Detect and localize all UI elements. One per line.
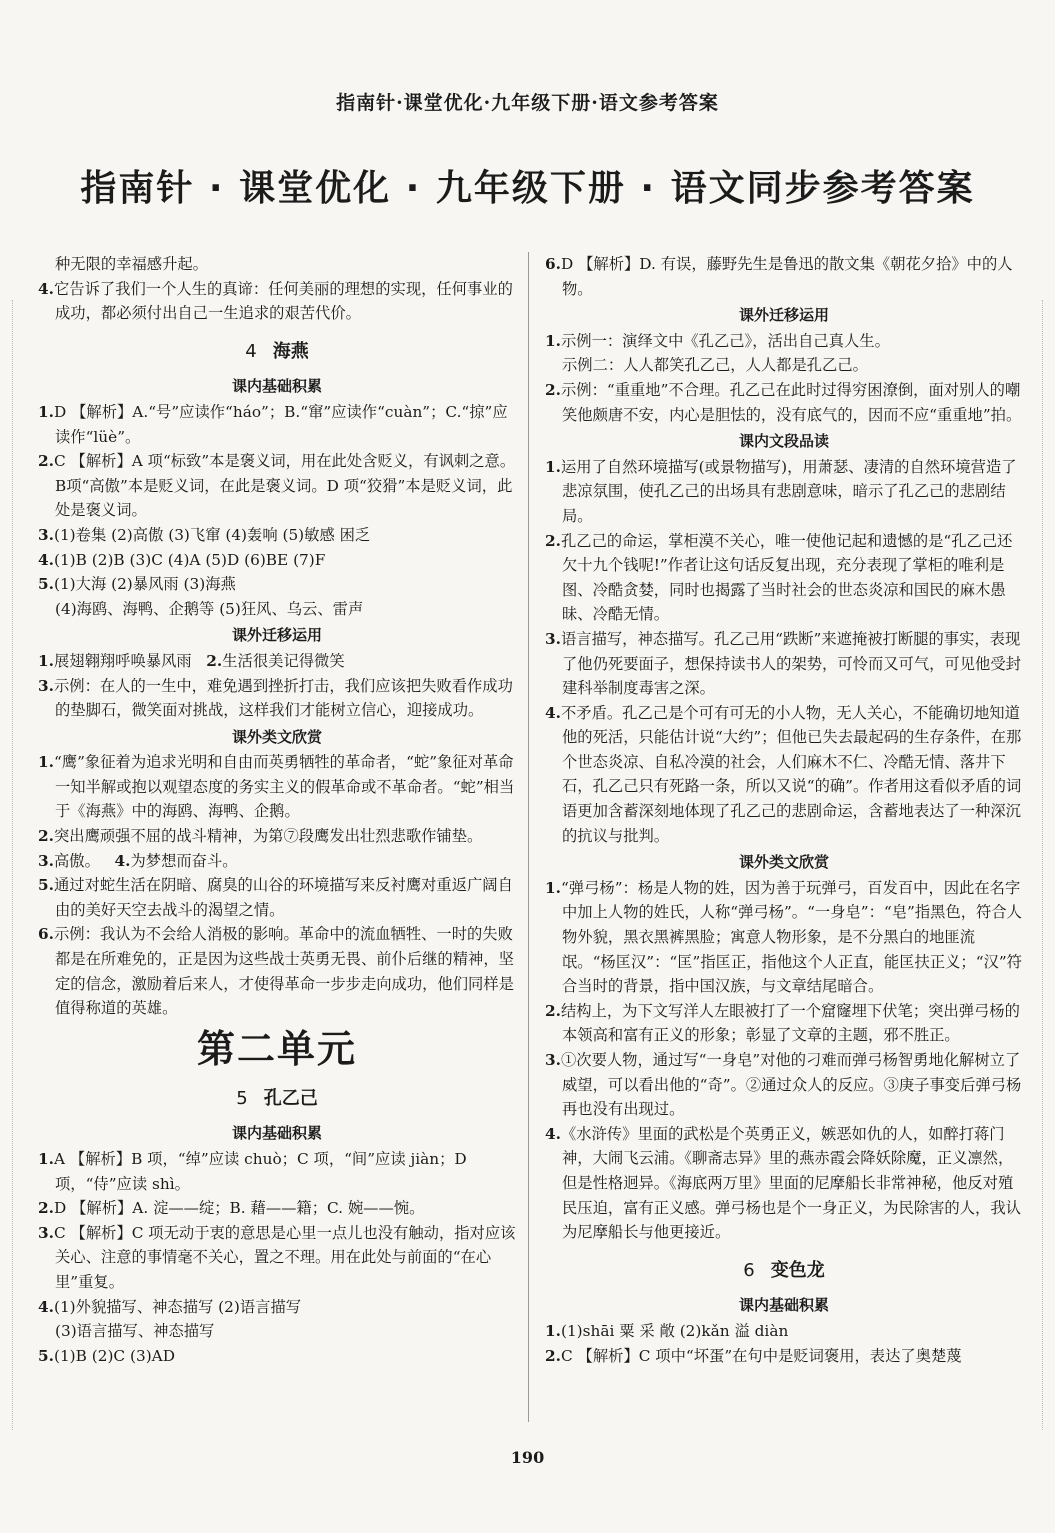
item-number: 4. (38, 1297, 54, 1316)
item-number: 6. (545, 255, 561, 273)
item-text: D 【解析】A. 淀——绽；B. 藉——籍；C. 婉——惋。 (53, 1199, 425, 1218)
answer-item (545, 329, 1023, 354)
item-number: 4. (38, 550, 54, 569)
answer-item (38, 824, 516, 849)
section-heading: 课外类文欣赏 (231, 727, 322, 746)
item-text: (1)B (2)C (3)AD (53, 1346, 175, 1365)
item-number: 2. (545, 531, 561, 550)
item-number: 5. (38, 876, 54, 895)
item-number: 2. (545, 1346, 561, 1365)
answer-item (545, 1319, 1023, 1344)
item-text: (1)B (2)B (3)C (4)A (5)D (6)BE (7)F (53, 550, 326, 569)
item-number: 3. (38, 851, 54, 870)
answer-item (38, 572, 516, 597)
lesson-number: 5 (236, 1087, 248, 1109)
item-number: 6. (38, 925, 54, 944)
answer-continuation: 示例二：人人都笑孔乙己，人人都是孔乙己。 (562, 356, 868, 375)
item-number: 5. (38, 575, 54, 594)
item-text: C 【解析】A 项“标致”本是褒义词，用在此处含贬义，有讽刺之意。B项“高傲”本是贬义词，在此是褒义词。D 项“狡猾”本是贬义词，此处是褒义词。 (53, 452, 516, 520)
item-number: 1. (38, 1150, 54, 1168)
item-text: 运用了自然环境描写(或景物描写)，用萧瑟、凄清的自然环境营造了悲凉氛围，使孔乙己的出场具有悲剧意味，暗示了孔乙己的悲剧结局。 (560, 457, 1017, 525)
item-text: 展翅翱翔呼唤暴风雨 (53, 651, 192, 670)
answer-item (545, 999, 1023, 1048)
item-text: C 【解析】C 项无动于衷的意思是心里一点儿也没有触动，指对应该关心、注意的事情毫不关心，置之不理。用在此处与前面的“在心里”重复。 (53, 1223, 516, 1291)
answer-item (545, 252, 1023, 301)
item-text: (1)外貌描写、神态描写 (2)语言描写 (53, 1297, 302, 1316)
item-text: 示例：在人的一生中，难免遇到挫折打击，我们应该把失败看作成功的垫脚石，微笑面对挑战，这样我们才能树立信心，迎接成功。 (53, 676, 513, 720)
item-number: 4. (38, 279, 54, 298)
item-text: 通过对蛇生活在阴暗、腐臭的山谷的环境描写来反衬鹰对重返广阔自由的美好天空去战斗的渴望之情。 (53, 876, 513, 919)
item-text: (1)shāi 粟 采 敞 (2)kǎn 溢 diàn (560, 1321, 789, 1340)
section-heading: 课外迁移运用 (738, 306, 829, 325)
item-number: 1. (545, 1321, 561, 1340)
item-number: 4. (114, 851, 131, 870)
lesson-title: 海燕 (272, 340, 309, 362)
item-text: (1)卷集 (2)高傲 (3)飞窜 (4)轰响 (5)敏感 困乏 (53, 525, 371, 544)
answer-item (38, 750, 516, 824)
left-page-edge (0, 300, 13, 1430)
item-text: 结构上，为下文写洋人左眼被打了一个窟窿埋下伏笔；突出弹弓杨的本领高和富有正义的形象；彰显了文章的主题，邪不胜正。 (560, 1001, 1020, 1045)
item-text: 为梦想而奋斗。 (130, 851, 238, 870)
section-heading: 课内基础积累 (231, 1124, 322, 1143)
right-page-edge (1042, 300, 1055, 1430)
answer-continuation: (3)语言描写、神态描写 (55, 1322, 215, 1341)
answer-item (38, 1221, 516, 1295)
item-number: 2. (206, 651, 223, 670)
item-text: 《水浒传》里面的武松是个英勇正义，嫉恶如仇的人，如醉打蒋门神，大闹飞云浦。《聊斋志异》里的燕赤霞会降妖除魔，正义凛然，但是性格迥异。《海底两万里》里面的尼摩船长非常神秘，他反对殖民压迫，富有正义感。弹弓杨也是个一身正义，为民除害的人，我认为尼摩船长与他更接近。 (560, 1124, 1021, 1242)
answer-item (38, 523, 516, 548)
unit-heading: 第二单元 (196, 1025, 357, 1071)
answer-item (545, 876, 1023, 999)
item-text: 高傲。 (53, 851, 100, 870)
item-text: 示例一：演绎文中《孔乙己》，活出自己真人生。 (560, 331, 890, 350)
answer-item (38, 1295, 516, 1320)
item-text: D 【解析】A.“号”应读作“háo”；B.“窜”应读作“cuàn”；C.“掠”应读作“lüè”。 (53, 402, 508, 446)
item-number: 2. (545, 380, 561, 399)
item-text: 示例：“重重地”不合理。孔乙己在此时过得穷困潦倒，面对别人的嘲笑他颇唐不安，内心是胆怯的，没有底气的，因而不应“重重地”拍。 (560, 380, 1022, 424)
lesson-heading-6 (545, 1259, 1023, 1284)
running-header: 指南针·课堂优化·九年级下册·语文参考答案 (336, 92, 719, 114)
answer-item (38, 400, 516, 449)
item-text: C 【解析】C 项中“坏蛋”在句中是贬词褒用，表达了奥楚蔑 (560, 1346, 962, 1365)
continued-text: 种无限的幸福感升起。 (55, 255, 208, 273)
item-text: “弹弓杨”：杨是人物的姓，因为善于玩弹弓，百发百中，因此在名字中加上人物的姓氏，人称“弹弓杨”。“一身皂”：“皂”指黑色，符合人物外貌，黑衣黑裤黑脸；寓意人物形象，是不分黑白的地匪流氓。“杨匡汉”：“匡”指匡正，指他这个人正直，能匡扶正义；“汉”符合当时的背景，指中国汉族，与文章结尾暗合。 (560, 878, 1022, 996)
item-number: 3. (38, 676, 54, 695)
answer-item (38, 674, 516, 723)
section-heading: 课内文段品读 (738, 432, 829, 451)
item-text: 不矛盾。孔乙己是个可有可无的小人物，无人关心，不能确切地知道他的死活，只能估计说“大约”；但他已失去最起码的生存条件，在那个世态炎凉、自私冷漠的社会，人们麻木不仁、冷酷无情、落井下石，孔乙己只有死路一条，所以又说“的确”。作者用这看似矛盾的词语更加含蓄深刻地体现了孔乙己的悲剧命运，含蓄地表达了一种深沉的抗议与批判。 (560, 703, 1022, 845)
item-text: 突出鹰顽强不屈的战斗精神，为第⑦段鹰发出壮烈悲歌作铺垫。 (53, 827, 483, 846)
item-number: 3. (38, 525, 54, 544)
item-text: ①次要人物，通过写“一身皂”对他的刁难而弹弓杨智勇地化解树立了威望，可以看出他的“奇”。②通过众人的反应。③庚子事变后弹弓杨再也没有出现过。 (560, 1051, 1022, 1119)
answer-continuation: (4)海鸥、海鸭、企鹅等 (5)狂风、乌云、雷声 (55, 599, 364, 618)
answer-item (38, 449, 516, 523)
answer-item (38, 1344, 516, 1369)
lesson-number: 6 (743, 1259, 755, 1281)
item-number: 1. (38, 651, 54, 670)
item-number: 2. (545, 1001, 561, 1020)
page-number: 190 (510, 1448, 545, 1467)
answer-item (545, 529, 1023, 627)
item-text: 它告诉了我们一个人生的真谛：任何美丽的理想的实现，任何事业的成功，都必须付出自己一生追求的艰苦代价。 (53, 279, 513, 323)
left-column (38, 252, 516, 1368)
section-heading: 课内基础积累 (231, 377, 322, 396)
item-number: 3. (38, 1223, 54, 1242)
answer-item (545, 1048, 1023, 1122)
item-text: 生活很美记得微笑 (222, 651, 345, 670)
answer-item (38, 849, 516, 874)
lesson-heading-5 (38, 1087, 516, 1112)
answer-item (38, 873, 516, 922)
item-number: 1. (545, 331, 561, 350)
item-text: 孔乙己的命运，掌柜漠不关心，唯一使他记起和遗憾的是“孔乙己还欠十九个钱呢!”作者让这句话反复出现，充分表现了掌柜的唯利是图、冷酷贪婪，同时也揭露了当时社会的世态炎凉和国民的麻木愚昧、冷酷无情。 (560, 531, 1013, 624)
lesson-number: 4 (245, 340, 257, 362)
item-text: A 【解析】B 项，“绰”应读 chuò；C 项，“间”应读 jiàn；D 项，“侍”应读 shì。 (53, 1150, 467, 1193)
answer-item (545, 455, 1023, 529)
item-number: 2. (38, 827, 54, 846)
lesson-title: 变色龙 (770, 1259, 825, 1281)
answer-item (545, 627, 1023, 701)
item-number: 2. (38, 1199, 54, 1218)
item-text: (1)大海 (2)暴风雨 (3)海燕 (53, 575, 236, 594)
answer-item (38, 548, 516, 573)
right-column (545, 252, 1023, 1368)
answer-item (38, 922, 516, 1020)
lesson-heading-4 (38, 340, 516, 365)
lesson-title: 孔乙己 (263, 1087, 318, 1109)
item-text: 语言描写，神态描写。孔乙己用“跌断”来遮掩被打断腿的事实，表现了他仍死要面子，想保持读书人的架势，可怜而又可气，可见他受封建科举制度毒害之深。 (560, 629, 1021, 698)
item-number: 3. (545, 629, 561, 648)
item-number: 3. (545, 1051, 561, 1069)
item-text: D 【解析】D. 有误，藤野先生是鲁迅的散文集《朝花夕拾》中的人物。 (560, 255, 1013, 298)
answer-item (545, 378, 1023, 427)
item-text: 示例：我认为不会给人消极的影响。革命中的流血牺牲、一时的失败都是在所难免的，正是因为这些战士英勇无畏、前仆后继的精神，坚定的信念，激励着后来人，才使得革命一步步走向成功，他们同样是值得称道的英雄。 (53, 925, 514, 1018)
answer-item (38, 1196, 516, 1221)
answer-item (38, 277, 516, 326)
item-number: 1. (545, 878, 561, 897)
item-number: 4. (545, 703, 561, 722)
section-heading: 课内基础积累 (738, 1296, 829, 1315)
section-heading: 课外迁移运用 (231, 626, 322, 645)
item-number: 1. (38, 753, 54, 772)
answer-item (545, 1122, 1023, 1245)
item-number: 5. (38, 1346, 54, 1365)
answer-item (38, 1147, 516, 1196)
answer-item (545, 1344, 1023, 1369)
item-number: 2. (38, 452, 54, 471)
item-number: 4. (545, 1124, 561, 1143)
answer-item (545, 701, 1023, 849)
section-heading: 课外类文欣赏 (738, 853, 829, 872)
page-title: 指南针 · 课堂优化 · 九年级下册 · 语文同步参考答案 (80, 168, 975, 209)
item-number: 1. (545, 457, 561, 476)
item-text: “鹰”象征着为追求光明和自由而英勇牺牲的革命者，“蛇”象征对革命一知半解或抱以观望态度的务实主义的假革命或不革命者。“蛇”相当于《海燕》中的海鸥、海鸭、企鹅。 (53, 753, 515, 821)
column-divider (528, 252, 529, 1422)
answer-item (38, 649, 516, 674)
item-number: 1. (38, 402, 54, 421)
